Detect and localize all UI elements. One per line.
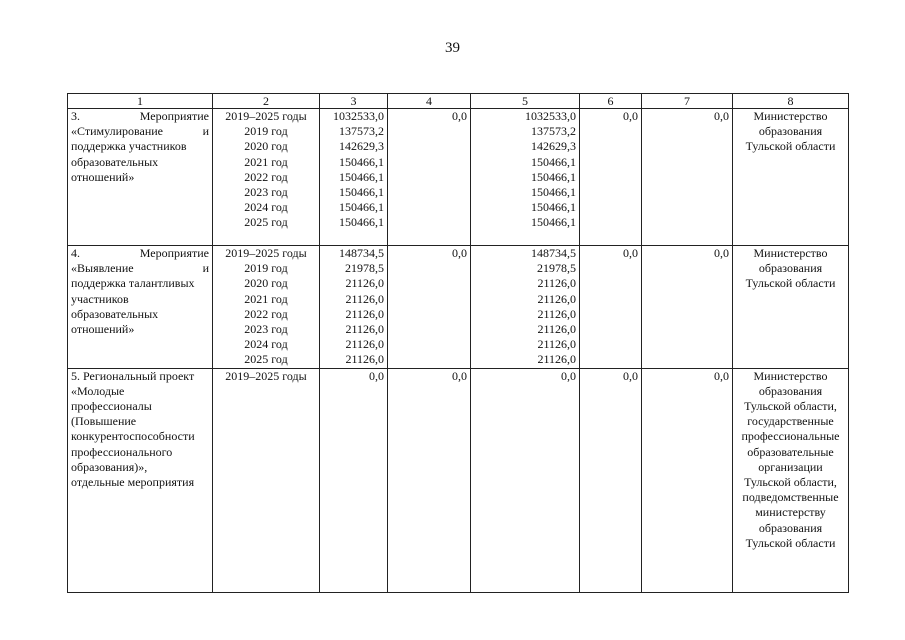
measure-name-line: образования)»,	[71, 459, 148, 474]
amount-value: 21126,0	[345, 276, 384, 291]
measure-name-text: «Выявление	[71, 261, 134, 276]
table-row	[68, 368, 849, 592]
amount-value: 0,0	[369, 368, 384, 383]
column-5-cell	[471, 368, 580, 592]
amount-value: 150466,1	[531, 215, 576, 230]
executor-line: образования	[758, 124, 823, 139]
measure-name-line: поддержка талантливых	[71, 276, 195, 291]
period-value: 2020 год	[244, 139, 288, 154]
amount-value: 21126,0	[537, 352, 576, 367]
amount-value: 21978,5	[537, 261, 576, 276]
executor-line: Министерство	[753, 109, 828, 123]
measure-name-cell	[68, 368, 213, 592]
measure-name-line: «Молодые	[71, 383, 125, 398]
amount-value: 150466,1	[531, 169, 576, 184]
period-value: 2019 год	[244, 261, 288, 276]
measure-number: 4.	[71, 246, 80, 260]
column-4-cell	[388, 246, 471, 369]
table-header-row	[68, 94, 849, 109]
period-value: 2019 год	[244, 124, 288, 139]
measure-name-line: 5. Региональный проект	[71, 368, 195, 383]
executor-line: образования	[758, 520, 823, 535]
executor-line: Тульской области	[745, 276, 836, 291]
period-value: 2022 год	[244, 306, 288, 321]
amount-value: 21978,5	[345, 261, 384, 276]
column-6-cell	[580, 368, 642, 592]
amount-value: 0,0	[714, 246, 729, 260]
amount-value: 21126,0	[345, 352, 384, 367]
table-row	[68, 109, 849, 246]
executor-line: государственные	[747, 414, 834, 429]
period-value: 2021 год	[244, 291, 288, 306]
amount-value: 150466,1	[339, 215, 384, 230]
column-6-cell	[580, 246, 642, 369]
column-4-cell	[388, 368, 471, 592]
total-amount-cell	[320, 246, 388, 369]
executor-line: Министерство	[753, 246, 828, 260]
amount-value: 21126,0	[537, 276, 576, 291]
amount-value: 150466,1	[339, 200, 384, 215]
measure-name-line: участников	[71, 291, 129, 306]
period-value: 2020 год	[244, 276, 288, 291]
period-value: 2023 год	[244, 185, 288, 200]
executor-line: Министерство	[753, 368, 828, 383]
period-value: 2021 год	[244, 154, 288, 169]
measure-label: Мероприятие	[139, 246, 209, 260]
amount-value: 1032533,0	[525, 109, 576, 123]
column-header-1: 1	[68, 94, 213, 109]
period-value: 2025 год	[244, 215, 288, 230]
measure-name-line: профессионального	[71, 444, 173, 459]
period-cell	[213, 246, 320, 369]
period-value: 2024 год	[244, 337, 288, 352]
executor-line: организации	[758, 459, 823, 474]
column-header-3: 3	[320, 94, 388, 109]
amount-value: 0,0	[714, 368, 729, 383]
amount-value: 0,0	[452, 109, 467, 123]
executor-line: министерству	[755, 505, 826, 520]
column-7-cell	[642, 246, 733, 369]
measure-name-cell	[68, 109, 213, 246]
amount-value: 142629,3	[531, 139, 576, 154]
measure-name-line: отношений»	[71, 322, 135, 337]
amount-value: 142629,3	[339, 139, 384, 154]
column-header-4: 4	[388, 94, 471, 109]
executor-line: Тульской области,	[744, 475, 837, 490]
amount-value: 0,0	[452, 368, 467, 383]
amount-value: 21126,0	[537, 337, 576, 352]
amount-value: 137573,2	[339, 124, 384, 139]
measure-name-line	[71, 246, 209, 261]
measure-name-line: отношений»	[71, 169, 135, 184]
executor-line: Тульской области	[745, 139, 836, 154]
period-value: 2024 год	[244, 200, 288, 215]
amount-value: 0,0	[623, 246, 638, 260]
executor-cell	[733, 246, 849, 369]
period-value: 2019–2025 годы	[225, 109, 307, 123]
executor-line: образования	[758, 383, 823, 398]
executor-line: Тульской области,	[744, 399, 837, 414]
amount-value: 148734,5	[339, 246, 384, 260]
amount-value: 21126,0	[345, 337, 384, 352]
amount-value: 150466,1	[531, 154, 576, 169]
column-6-cell	[580, 109, 642, 246]
amount-value: 1032533,0	[333, 109, 384, 123]
total-amount-cell	[320, 368, 388, 592]
amount-value: 137573,2	[531, 124, 576, 139]
executor-line: образования	[758, 261, 823, 276]
column-header-6: 6	[580, 94, 642, 109]
column-header-7: 7	[642, 94, 733, 109]
measure-name-cell	[68, 246, 213, 369]
amount-value: 150466,1	[531, 185, 576, 200]
measure-name-text: «Стимулирование	[71, 124, 163, 139]
column-5-cell	[471, 246, 580, 369]
executor-line: профессиональные	[741, 429, 840, 444]
amount-value: 0,0	[714, 109, 729, 123]
measure-name-line: отдельные мероприятия	[71, 475, 195, 490]
period-value: 2019–2025 годы	[225, 246, 307, 260]
column-header-8: 8	[733, 94, 849, 109]
period-value: 2019–2025 годы	[225, 368, 307, 383]
executor-line: подведомственные	[742, 490, 839, 505]
amount-value: 0,0	[623, 368, 638, 383]
measure-name-text: и	[202, 261, 209, 276]
period-value: 2023 год	[244, 322, 288, 337]
period-value: 2022 год	[244, 169, 288, 184]
table-row	[68, 246, 849, 369]
column-header-2: 2	[213, 94, 320, 109]
period-cell	[213, 368, 320, 592]
amount-value: 150466,1	[339, 169, 384, 184]
column-7-cell	[642, 368, 733, 592]
measure-name-line: (Повышение	[71, 414, 137, 429]
page-number: 39	[445, 40, 460, 56]
column-5-cell	[471, 109, 580, 246]
amount-value: 150466,1	[339, 185, 384, 200]
column-7-cell	[642, 109, 733, 246]
amount-value: 0,0	[623, 109, 638, 123]
total-amount-cell	[320, 109, 388, 246]
measure-name-text: и	[202, 124, 209, 139]
measure-name-line	[71, 109, 209, 124]
program-measures-table	[67, 93, 849, 593]
measure-name-line: поддержка участников	[71, 139, 187, 154]
amount-value: 150466,1	[531, 200, 576, 215]
amount-value: 21126,0	[345, 291, 384, 306]
amount-value: 150466,1	[339, 154, 384, 169]
measure-label: Мероприятие	[139, 109, 209, 123]
column-4-cell	[388, 109, 471, 246]
amount-value: 21126,0	[537, 306, 576, 321]
column-header-5: 5	[471, 94, 580, 109]
measure-name-line: профессионалы	[71, 399, 152, 414]
measure-name-line: конкурентоспособности	[71, 429, 195, 444]
amount-value: 148734,5	[531, 246, 576, 260]
executor-cell	[733, 109, 849, 246]
amount-value: 21126,0	[345, 306, 384, 321]
period-cell	[213, 109, 320, 246]
amount-value: 21126,0	[345, 322, 384, 337]
amount-value: 0,0	[452, 246, 467, 260]
amount-value: 21126,0	[537, 322, 576, 337]
executor-line: Тульской области	[745, 535, 836, 550]
amount-value: 0,0	[561, 368, 576, 383]
measure-name-line: образовательных	[71, 154, 159, 169]
measure-number: 3.	[71, 109, 80, 123]
measure-name-line	[71, 261, 209, 276]
executor-line: образовательные	[747, 444, 834, 459]
period-value: 2025 год	[244, 352, 288, 367]
measure-name-line: образовательных	[71, 306, 159, 321]
executor-cell	[733, 368, 849, 592]
amount-value: 21126,0	[537, 291, 576, 306]
measure-name-line	[71, 124, 209, 139]
